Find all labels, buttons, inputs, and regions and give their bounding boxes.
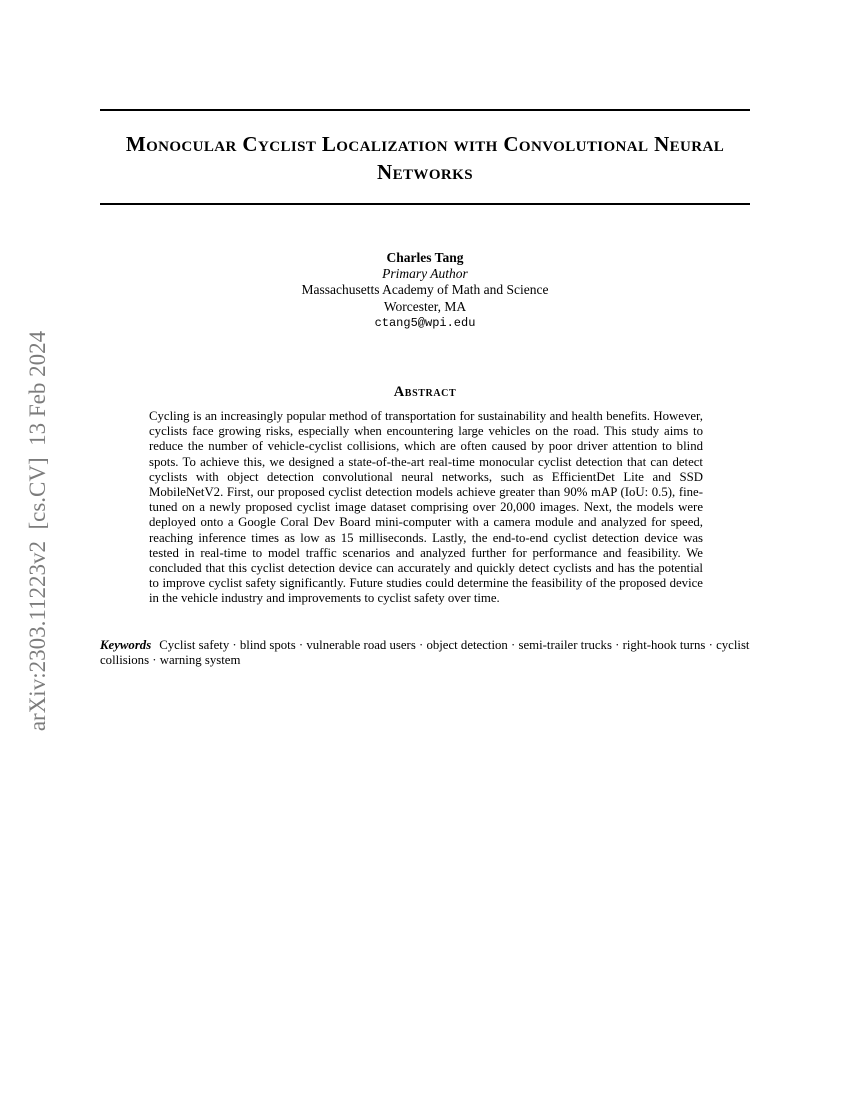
keywords-text: Cyclist safety · blind spots · vulnerable road users · object detection · semi-trailer trucks · right-hook turns · cyclist collisions · warning system bbox=[100, 638, 750, 668]
author-role: Primary Author bbox=[382, 266, 468, 282]
abstract-text: Cycling is an increasingly popular method of transportation for sustainability and health benefits. However, cyclists face growing risks, especially when encountering large vehicles on the road. This study aims to reduce the number of vehicle-cyclist collisions, which are often caused by poor driver attention to blind spots. To achieve this, we designed a state-of-the-art real-time monocular cyclist detection that can detect cyclists with object detection convolutional neural networks, such as EfficientDet Lite and SSD MobileNetV2. First, our proposed cyclist detection models achieve greater than 90% mAP (IoU: 0.5), fine-tuned on a newly proposed cyclist image dataset comprising over 20,000 images. Next, the models were deployed onto a Google Coral Dev Board mini-computer with a camera module and analyzed for speed, reaching inference times as low as 15 milliseconds. Lastly, the end-to-end cyclist detection device was tested in real-time to model traffic scenarios and analyzed further for performance and feasibility. We concluded that this cyclist detection device can accurately and quickly detect cyclists and has the potential to improve cyclist safety significantly. Future studies could determine the feasibility of the proposed device in the vehicle industry and improvements to cyclist safety over time. bbox=[149, 409, 703, 606]
keywords-line bbox=[100, 638, 752, 669]
author-city: Worcester, MA bbox=[383, 298, 467, 314]
author-block bbox=[100, 250, 750, 331]
paper-title: Monocular Cyclist Localization with Convolutional Neural Networks bbox=[125, 132, 725, 184]
arxiv-sidebar-stamp: arXiv:2303.11223v2 [cs.CV] 13 Feb 2024 bbox=[25, 330, 50, 732]
author-affiliation: Massachusetts Academy of Math and Science bbox=[301, 282, 549, 298]
title-rule-top bbox=[100, 109, 750, 111]
author-name: Charles Tang bbox=[386, 250, 464, 265]
abstract-heading: Abstract bbox=[393, 384, 457, 400]
author-email: ctang5@wpi.edu bbox=[374, 315, 476, 330]
title-rule-bottom bbox=[100, 203, 750, 205]
keywords-label: Keywords bbox=[100, 638, 152, 652]
